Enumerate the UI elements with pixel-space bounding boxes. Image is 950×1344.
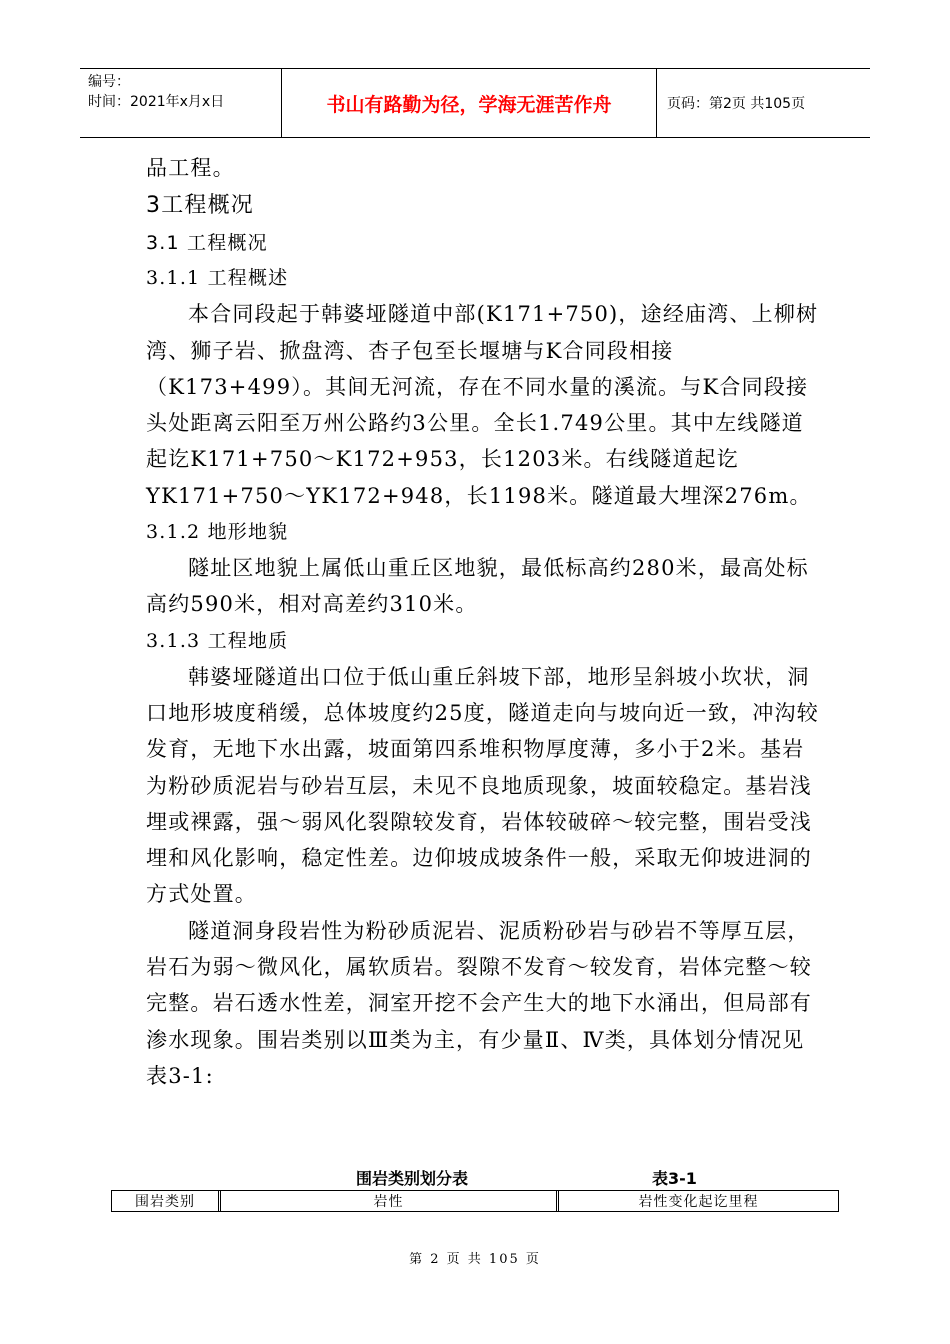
paragraph-geology-1: 韩婆垭隧道出口位于低山重丘斜坡下部，地形呈斜坡小坎状，洞口地形坡度稍缓，总体坡度约25度，隧道走向与坡向近一致，冲沟较发育，无地下水出露，坡面第四系堆积物厚度薄，多小于2米。基岩为粉砂质泥岩与砂岩互层，未见不良地质现象，坡面较稳定。基岩浅埋或裸露，强～弱风化裂隙较发育，岩体较破碎～较完整，围岩受浅埋和风化影响，稳定性差。边仰坡成坡条件一般，采取无仰坡进洞的方式处置。 — [146, 664, 819, 907]
header-date-label: 时间：2021年x月x日 — [88, 94, 225, 110]
section-3-1-2-heading: 3.1.2 地形地貌 — [146, 521, 289, 544]
header-page-info: 页码：第2页 共105页 — [667, 96, 806, 112]
section-3-1-3-heading: 3.1.3 工程地质 — [146, 629, 289, 652]
section-3-1-heading: 3.1 工程概况 — [146, 232, 268, 255]
table-header-rock-class: 围岩类别 — [112, 1191, 221, 1211]
table-header-lithology: 岩性 — [221, 1191, 559, 1211]
table-title: 围岩类别划分表 — [356, 1169, 469, 1188]
table-number: 表3-1 — [652, 1169, 697, 1188]
document-body — [146, 150, 826, 1094]
section-3-1-1-heading: 3.1.1 工程概述 — [146, 267, 289, 290]
page-header — [80, 68, 870, 138]
paragraph-overview: 本合同段起于韩婆垭隧道中部(K171+750)，途经庙湾、上柳树湾、狮子岩、掀盘湾、杏子包至长堰塘与K合同段相接（K173+499）。其间无河流，存在不同水量的溪流。与K合同段接头处距离云阳至万州公路约3公里。全长1.749公里。其中左线隧道起讫K171+750～K172+953，长1203米。右线隧道起讫YK171+750～YK172+948，长1198米。隧道最大埋深276m。 — [146, 302, 819, 508]
header-number-label: 编号： — [88, 74, 130, 90]
header-motto: 书山有路勤为径，学海无涯苦作舟 — [282, 69, 657, 137]
page-footer: 第 2 页 共 105 页 — [409, 1252, 541, 1267]
table-caption — [0, 1164, 950, 1190]
paragraph-geology-2: 隧道洞身段岩性为粉砂质泥岩、泥质粉砂岩与砂岩不等厚互层，岩石为弱～微风化，属软质岩。裂隙不发育～较发育，岩体完整～较完整。岩石透水性差，洞室开挖不会产生大的地下水涌出，但局部有渗水现象。围岩类别以Ⅲ类为主，有少量Ⅱ、Ⅳ类，具体划分情况见表3-1: — [146, 918, 812, 1088]
header-meta — [80, 69, 282, 137]
paragraph-terrain: 隧址区地貌上属低山重丘区地貌，最低标高约280米，最高处标高约590米，相对高差约310米。 — [146, 556, 809, 617]
section-3-heading: 3工程概况 — [146, 193, 254, 219]
table-header-row — [111, 1190, 839, 1212]
table-header-chainage: 岩性变化起讫里程 — [638, 1194, 759, 1210]
continued-line: 品工程。 — [146, 156, 235, 180]
